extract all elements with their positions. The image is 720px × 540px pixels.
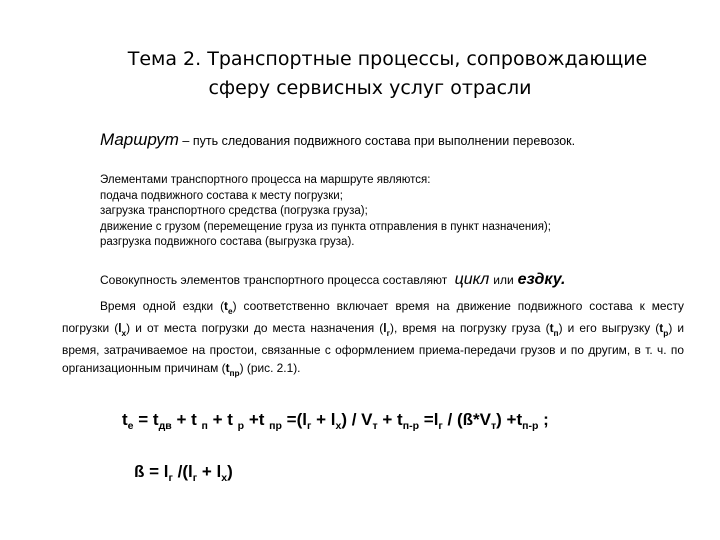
para-text: ) соответственно включает время на движение подвижного состава к месту погрузки ( [62, 299, 684, 336]
title-line-1: Тема 2. Транспортные процессы, сопровождающие [127, 48, 648, 70]
cycle-text: Совокупность элементов транспортного процесса составляют [100, 273, 448, 287]
para-text: ) и время, затрачиваемое на простои, связанные с оформлением приема-передачи грузов и по другим, в т. ч. по организационным причинам ( [62, 321, 685, 375]
var-lx: $l_х$ [118, 321, 127, 339]
var-tr: $t_р$ [659, 321, 669, 339]
list-item: разгрузка подвижного состава (выгрузка груза). [100, 236, 355, 248]
definition-term: Маршрут [100, 130, 179, 149]
para-text: ) (рис. 2.1). [239, 360, 301, 375]
var-tp: $t_п$ [549, 321, 559, 339]
trip-time-paragraph [62, 298, 684, 382]
para-text: Время одной ездки ( [100, 299, 225, 313]
mileage-coefficient-formula: ß = $l_г$ $/(l_г + l_х)$ [134, 462, 233, 484]
trip-word: ездку. [517, 271, 566, 288]
trip-time-formula: $t_е = t_{дв} + t$ $_п$ + t $_р$ +t $_{пр} =(l_г + l_х) / V_т + t_{п-р} =l_г$ / $(ß*V_т) +t_{п-р}$ ; [122, 410, 549, 432]
list-item: движение с грузом (перемещение груза из пункта отправления в пункт назначения); [100, 220, 551, 233]
var-tpr: $t_{пр}$ [225, 360, 240, 378]
list-item: Элементами транспортного процесса на маршруте являются: [100, 174, 431, 186]
para-text: ), время на погрузку груза ( [390, 321, 550, 336]
title-line-2: сферу сервисных услуг отрасли [208, 77, 532, 99]
process-elements-list [100, 173, 700, 251]
list-item: загрузка транспортного средства (погрузка груза); [100, 205, 368, 217]
route-definition [100, 131, 700, 150]
cycle-word: цикл [454, 271, 490, 288]
definition-text: – путь следования подвижного состава при выполнении перевозок. [178, 134, 576, 148]
var-lg: $l_г$ [383, 321, 391, 339]
list-item: подача подвижного состава к месту погрузки; [100, 189, 343, 202]
cycle-statement [100, 271, 700, 289]
slide-title [0, 45, 720, 103]
var-te: $t_е$ [224, 299, 233, 316]
cycle-or: или [493, 273, 514, 287]
para-text: ) и от места погрузки до места назначения ( [126, 321, 384, 336]
para-text: ) и его выгрузку ( [558, 321, 660, 336]
